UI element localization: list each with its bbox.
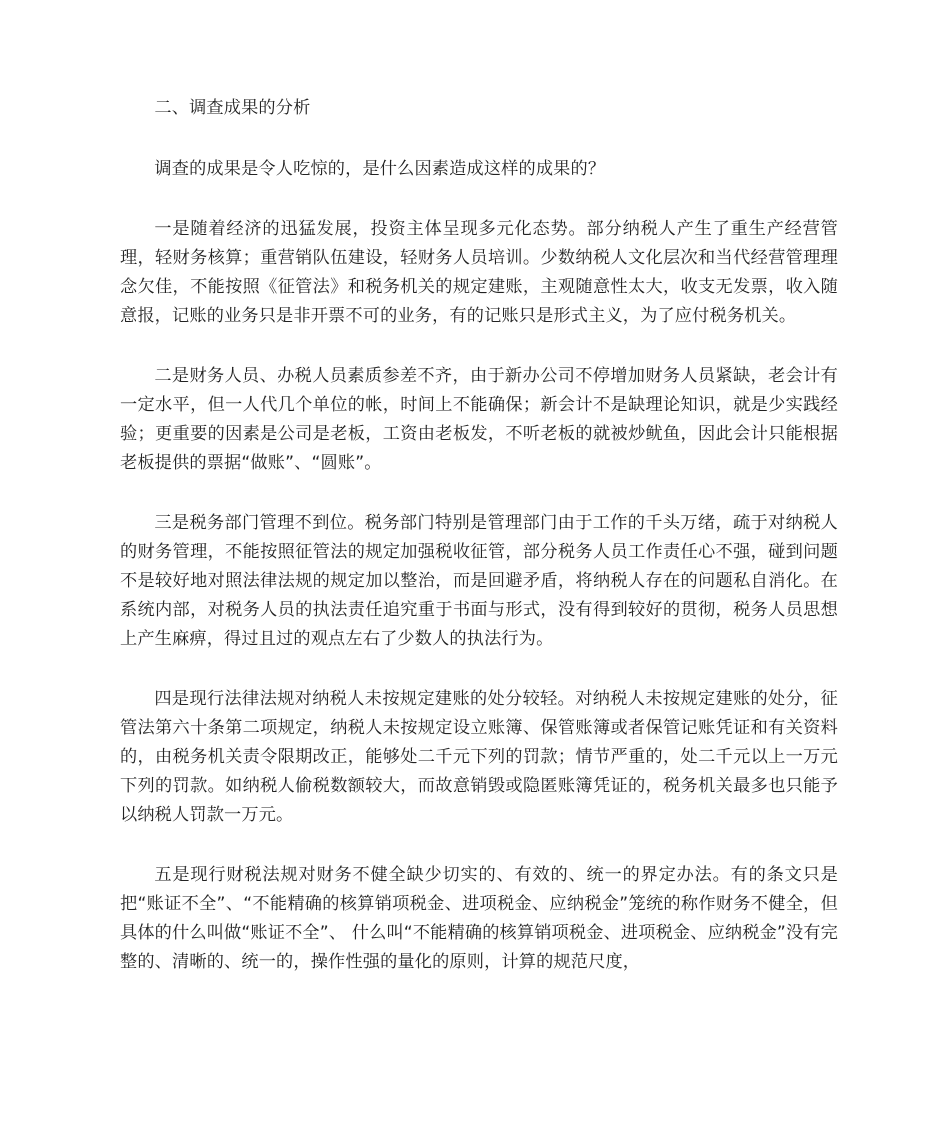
intro-question: 调查的成果是令人吃惊的，是什么因素造成这样的成果的？ xyxy=(154,159,606,179)
paragraph-reason-2: 二是财务人员、办税人员素质参差不齐，由于新办公司不停增加财务人员紧缺，老会计有一定水平，但一人代几个单位的帐，时间上不能确保；新会计不是缺理论知识，就是少实践经验；更重要的因素是公司是老板，工资由老板发，不听老板的就被炒鱿鱼，因此会计只能根据老板提供的票据“做账”、“圆账”。 xyxy=(120,366,838,473)
paragraph-reason-1: 一是随着经济的迅猛发展，投资主体呈现多元化态势。部分纳税人产生了重生产经营管理，轻财务核算；重营销队伍建设，轻财务人员培训。少数纳税人文化层次和当代经营管理理念欠佳，不能按照《征管法》和税务机关的规定建账，主观随意性太大，收支无发票，收入随意报，记账的业务只是非开票不可的业务，有的记账只是形式主义，为了应付税务机关。 xyxy=(120,219,838,326)
document-body xyxy=(120,94,838,1008)
paragraph-reason-4: 四是现行法律法规对纳税人未按规定建账的处分较轻。对纳税人未按规定建账的处分，征管法第六十条第二项规定，纳税人未按规定设立账簿、保管账簿或者保管记账凭证和有关资料的，由税务机关责令限期改正，能够处二千元下列的罚款；情节严重的，处二千元以上一万元下列的罚款。如纳税人偷税数额较大，而故意销毁或隐匿账簿凭证的，税务机关最多也只能予以纳税人罚款一万元。 xyxy=(120,689,838,825)
paragraph-reason-3: 三是税务部门管理不到位。税务部门特别是管理部门由于工作的千头万绪，疏于对纳税人的财务管理，不能按照征管法的规定加强税收征管，部分税务人员工作责任心不强，碰到问题不是较好地对照法律法规的规定加以整治，而是回避矛盾，将纳税人存在的问题私自消化。在系统内部，对税务人员的执法责任追究重于书面与形式，没有得到较好的贯彻，税务人员思想上产生麻痹，得过且过的观点左右了少数人的执法行为。 xyxy=(120,513,838,649)
paragraph-reason-5: 五是现行财税法规对财务不健全缺少切实的、有效的、统一的界定办法。有的条文只是把“账证不全”、“不能精确的核算销项税金、进项税金、应纳税金”笼统的称作财务不健全，但具体的什么叫做“账证不全”、 什么叫“不能精确的核算销项税金、进项税金、应纳税金”没有完整的、清晰的、统一的，操作性强的量化的原则，计算的规范尺度， xyxy=(120,865,838,972)
section-heading: 二、调查成果的分析 xyxy=(154,98,311,118)
